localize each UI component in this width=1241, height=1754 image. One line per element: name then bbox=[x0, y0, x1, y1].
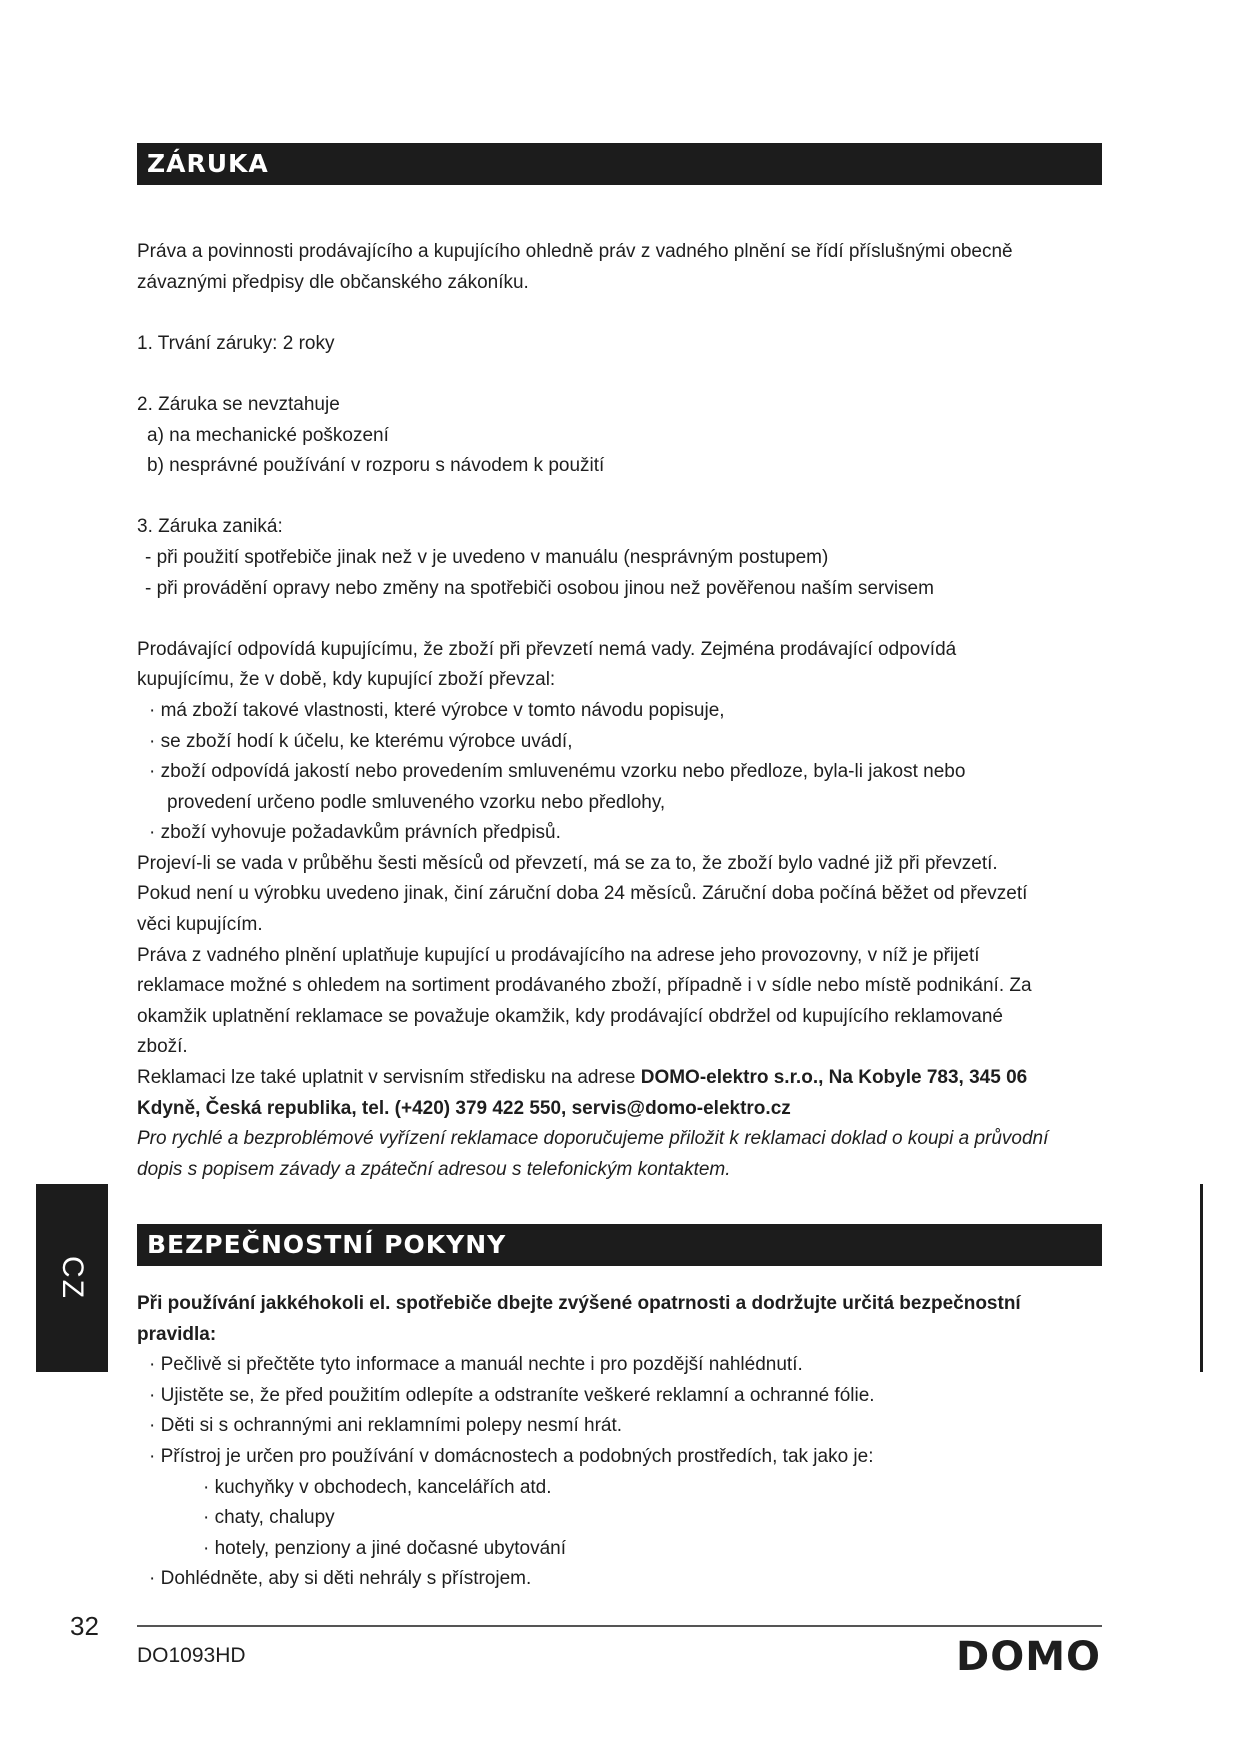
safety-bullet: · chaty, chalupy bbox=[203, 1507, 335, 1529]
warranty-line: závaznými předpisy dle občanského zákoníku. bbox=[137, 271, 529, 293]
language-tab bbox=[36, 1184, 108, 1372]
claim-note bbox=[137, 1124, 1102, 1185]
warranty-line: Prodávající odpovídá kupujícímu, že zboží při převzetí nemá vady. Zejména prodávající odpovídá bbox=[137, 638, 957, 660]
warranty-line: Pokud není u výrobku uvedeno jinak, činí záruční doba 24 měsíců. Záruční doba počíná běžet od převzetí bbox=[137, 883, 1028, 905]
model-number: DO1093HD bbox=[137, 1644, 246, 1667]
safety-lines bbox=[137, 1350, 1102, 1595]
footer-rule bbox=[137, 1625, 1102, 1627]
warranty-line: · má zboží takové vlastnosti, které výrobce v tomto návodu popisuje, bbox=[149, 699, 725, 721]
warranty-line: - při použití spotřebiče jinak než v je uvedeno v manuálu (nesprávným postupem) bbox=[145, 546, 829, 568]
warranty-line: provedení určeno podle smluveného vzorku nebo předlohy, bbox=[167, 791, 666, 813]
warranty-line: věci kupujícím. bbox=[137, 914, 263, 936]
warranty-line: · zboží vyhovuje požadavkům právních předpisů. bbox=[149, 822, 561, 844]
warranty-line: Práva z vadného plnění uplatňuje kupující u prodávajícího na adrese jeho provozovny, v níž je přijetí bbox=[137, 944, 980, 966]
warranty-line: Projeví-li se vada v průběhu šesti měsíců od převzetí, má se za to, že zboží bylo vadné již při převzetí. bbox=[137, 852, 998, 874]
service-address-line2: Kdyně, Česká republika, tel. (+420) 379 422 550, servis@domo-elektro.cz bbox=[137, 1097, 791, 1119]
safety-bullet: · Pečlivě si přečtěte tyto informace a manuál nechte i pro pozdější nahlédnutí. bbox=[149, 1354, 803, 1376]
warranty-line: zboží. bbox=[137, 1036, 188, 1058]
warranty-line: 2. Záruka se nevztahuje bbox=[137, 393, 340, 415]
warranty-line: · zboží odpovídá jakostí nebo provedením smluvenému vzorku nebo předloze, byla-li jakost nebo bbox=[149, 761, 966, 783]
warranty-line: okamžik uplatnění reklamace se považuje okamžik, kdy prodávající obdržel od kupujícího reklamované bbox=[137, 1005, 1004, 1027]
safety-intro bbox=[137, 1289, 1102, 1350]
warranty-line: b) nesprávné používání v rozporu s návodem k použití bbox=[147, 455, 605, 477]
safety-bullet: · Přístroj je určen pro používání v domácnostech a podobných prostředích, tak jako je: bbox=[149, 1445, 874, 1467]
page-number: 32 bbox=[70, 1611, 99, 1641]
safety-intro-line: Při používání jakkéhokoli el. spotřebiče dbejte zvýšené opatrnosti a dodržujte určitá bezpečnostní bbox=[137, 1293, 1021, 1314]
warranty-line: · se zboží hodí k účelu, ke kterému výrobce uvádí, bbox=[149, 730, 573, 752]
warranty-line bbox=[137, 359, 1102, 390]
safety-bullet: · hotely, penziony a jiné dočasné ubytování bbox=[203, 1537, 566, 1559]
right-margin-rule bbox=[1200, 1184, 1203, 1372]
service-address: DOMO-elektro s.r.o., Na Kobyle 783, 345 06 bbox=[640, 1067, 1028, 1089]
warranty-line: 3. Záruka zaniká: bbox=[137, 516, 283, 538]
warranty-line: reklamace možné s ohledem na sortiment prodávaného zboží, případně i v sídle nebo místě podnikání. Za bbox=[137, 975, 1032, 997]
warranty-line: kupujícímu, že v době, kdy kupující zboží převzal: bbox=[137, 669, 556, 691]
section-heading-zaruka: ZÁRUKA bbox=[137, 143, 1102, 185]
language-tab-label: CZ bbox=[56, 1256, 89, 1300]
warranty-body bbox=[137, 237, 1102, 1185]
warranty-line bbox=[137, 298, 1102, 329]
warranty-line: Práva a povinnosti prodávajícího a kupujícího ohledně práv z vadného plnění se řídí příslušnými obecně bbox=[137, 241, 1013, 262]
warranty-line: a) na mechanické poškození bbox=[147, 424, 389, 446]
warranty-line: - při provádění opravy nebo změny na spotřebiči osobou jinou než pověřenou naším servisem bbox=[145, 577, 934, 599]
warranty-line bbox=[137, 482, 1102, 513]
safety-bullet: · Děti si s ochrannými ani reklamními polepy nesmí hrát. bbox=[149, 1415, 623, 1437]
warranty-lines bbox=[137, 237, 1102, 1063]
claim-note-line: Pro rychlé a bezproblémové vyřízení reklamace doporučujeme přiložit k reklamaci doklad o koupi a průvodní bbox=[137, 1128, 1049, 1150]
service-lead: Reklamaci lze také uplatnit v servisním středisku na adrese bbox=[137, 1067, 641, 1089]
safety-intro-line: pravidla: bbox=[137, 1323, 217, 1345]
claim-note-line: dopis s popisem závady a zpáteční adresou s telefonickým kontaktem. bbox=[137, 1158, 731, 1180]
warranty-line bbox=[137, 604, 1102, 635]
safety-bullet: · Dohlédněte, aby si děti nehrály s přístrojem. bbox=[149, 1568, 532, 1590]
service-paragraph bbox=[137, 1063, 1102, 1094]
safety-body bbox=[137, 1289, 1102, 1595]
domo-logo: DOMO bbox=[955, 1634, 1101, 1680]
safety-bullet: · Ujistěte se, že před použitím odlepíte a odstraníte veškeré reklamní a ochranné fólie. bbox=[149, 1384, 875, 1406]
safety-bullet: · kuchyňky v obchodech, kancelářích atd. bbox=[203, 1476, 552, 1498]
warranty-line: 1. Trvání záruky: 2 roky bbox=[137, 332, 335, 354]
section-heading-bezpecnost: BEZPEČNOSTNÍ POKYNY bbox=[137, 1224, 1102, 1266]
